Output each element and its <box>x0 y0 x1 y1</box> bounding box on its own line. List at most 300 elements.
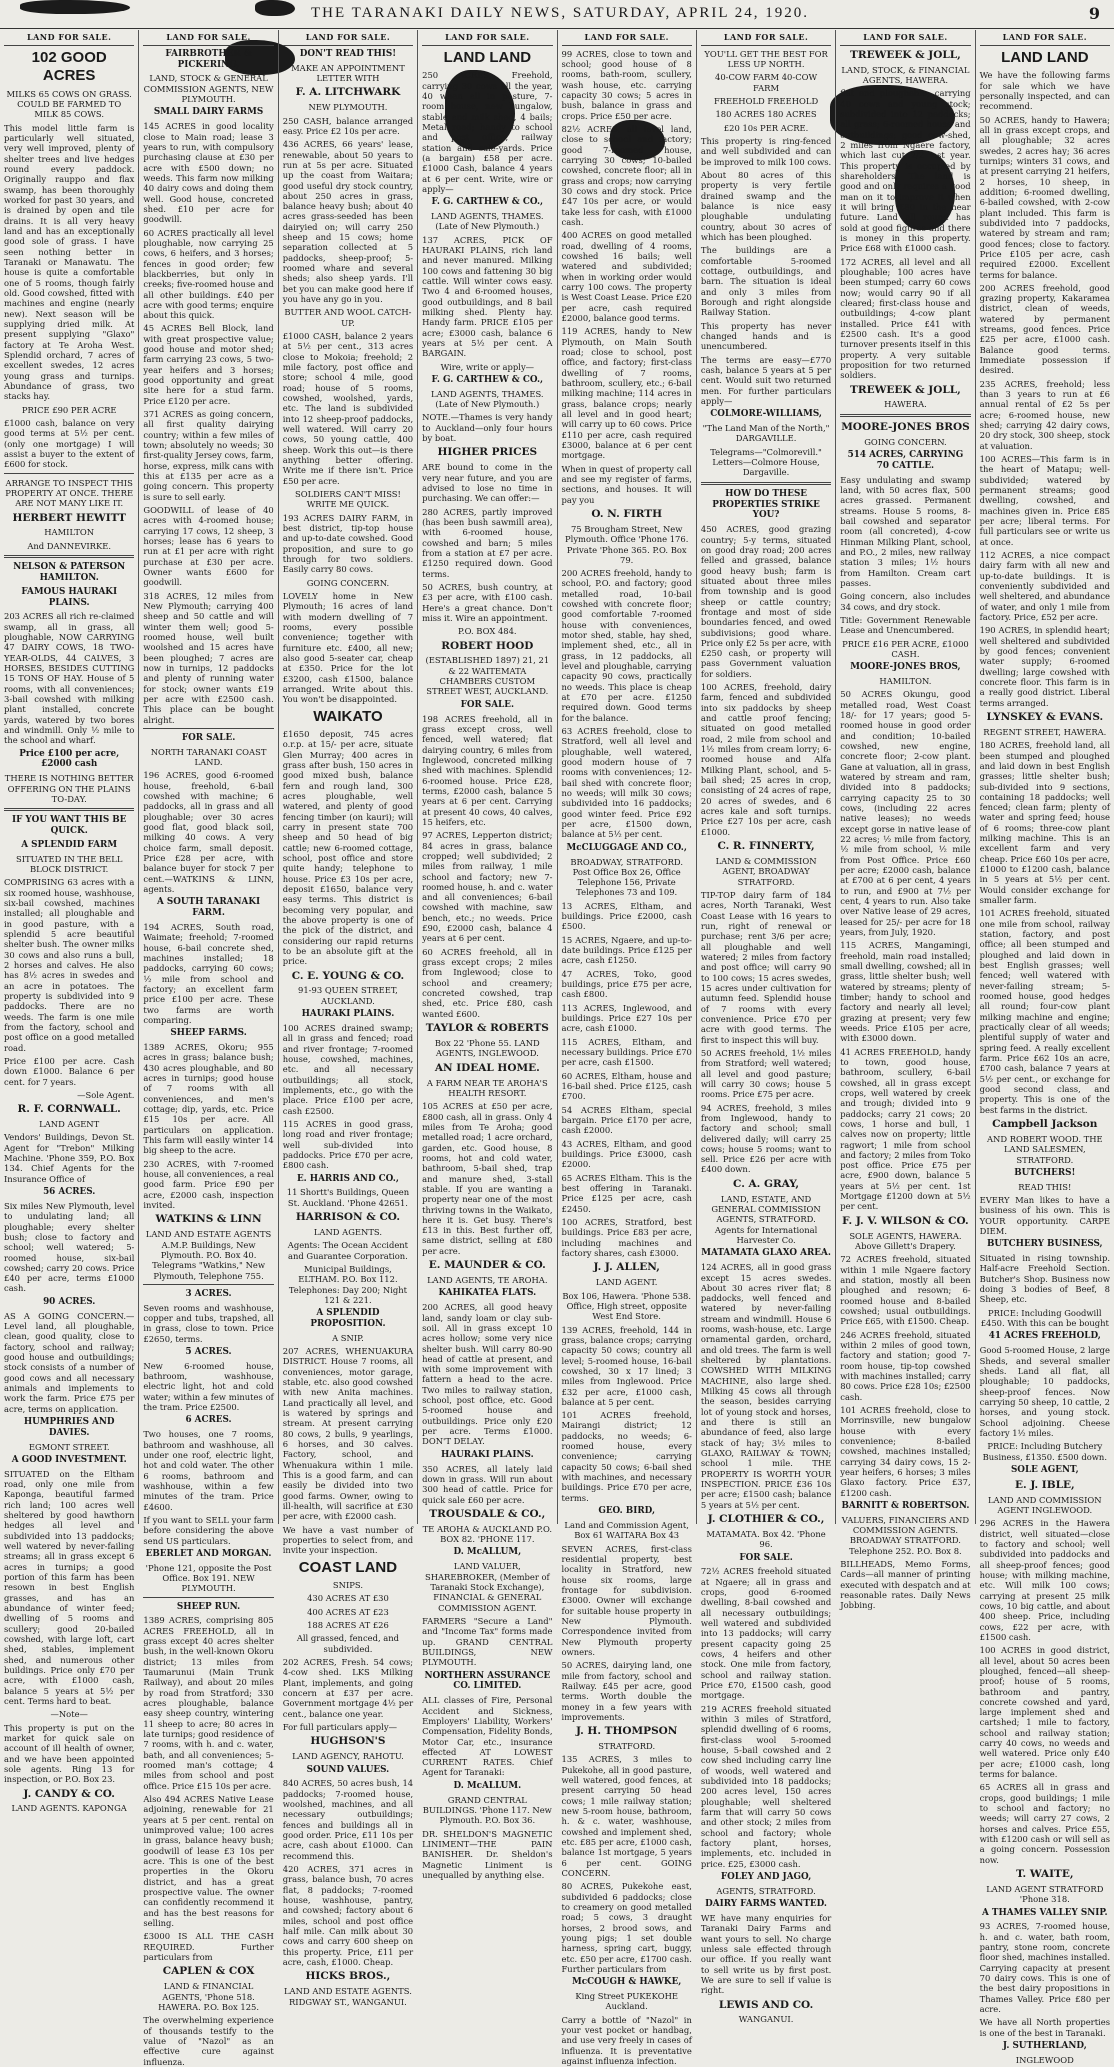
ad-body-text: 318 ACRES, 12 miles from New Plymouth; carrying 400 sheep and 50 cattle and will winter them well; good 5-roomed house, well built woolshed and 15 acres have been ploughed; 7 acres are now in turnips, 12 paddocks and plenty of running water for stock; owner wants £19 per acre with £2500 cash. This place can be bought alright. <box>143 590 274 725</box>
ad-text-block <box>840 1559 970 1611</box>
ad-text-block <box>562 2015 692 2067</box>
ad-heading-block <box>4 1417 134 1439</box>
ad-heading-block <box>980 1465 1110 1476</box>
ad-body-text: ALL classes of Fire, Personal Accident and Sickness, Employers' Liability, Workers' Compensation, Fidelity Bonds, Motor Car, etc., insurance effected AT LOWEST CURRENT RATES. Chief Agent for Taranaki: <box>422 1695 553 1778</box>
ad-heading-block <box>4 840 134 851</box>
ad-body-text: The terms are easy—£770 cash, balance 5 years at 5 per cent. Would suit two returned men. For further particulars apply— <box>700 354 832 406</box>
ad-body-text: 200 ACRES freehold, good grazing property, Kakaramea district, clean of weeds, watered by permanent streams, good fences. Price £25 per acre, £1000 cash. Balance good terms. Immediate possession if desired. <box>979 282 1110 376</box>
ad-heading-block <box>283 49 413 60</box>
ad-centered-text: GOING CONCERN. <box>306 577 390 588</box>
ad-text-block <box>701 109 831 119</box>
ad-centered-text: THERE IS NOTHING BETTER OFFERING ON THE PLAINS TO-DAY. <box>4 773 134 804</box>
ad-text-block <box>980 454 1110 547</box>
ad-centered-text: A FARM NEAR TE AROHA'S HEALTH RESORT. <box>426 1077 548 1098</box>
ad-text-block <box>562 1660 692 1722</box>
ad-text-block <box>143 2015 273 2067</box>
ad-heading-block <box>840 421 970 434</box>
ad-centered-text: Land and Commission Agent, Box 61 WAITARA Box 43 <box>564 1519 689 1541</box>
ad-text-block <box>562 1741 692 1751</box>
ad-body-text: 250 CASH, balance arranged easy. Price £2 10s per acre. <box>282 115 414 136</box>
ad-heading-block <box>143 1415 273 1426</box>
ad-text-block <box>701 245 831 317</box>
ad-text-block <box>840 65 970 86</box>
ad-body-text: The buildings are a comfortable 5-roomed cottage, outbuildings, and barn. The situation is ideal and only 3 miles from Borough and right alongside Railway Station. <box>700 245 832 318</box>
ad-text-block <box>143 1042 273 1156</box>
ad-heading-block <box>980 1908 1110 1919</box>
ink-blot <box>20 0 130 14</box>
ad-text-block <box>980 1884 1110 1905</box>
ad-body-text: 100 ACRES in good district, all level, about 50 acres been ploughed, fenced—all sheep-proof; house of 5 rooms, bathroom and pantry, concrete cowshed and yard, large implement shed and cartshed; 1 mile to factory, school and railway station; carry 40 cows, no weeds and well watered. Price only £40 per acre; £1000 cash, long terms for balance. <box>979 1645 1110 1780</box>
ad-centered-text: MILKS 65 COWS ON GRASS. COULD BE FARMED TO MILK 85 COWS. <box>6 88 132 120</box>
ad-text-block <box>422 582 552 623</box>
ad-centered-text: "The Land Man of the North," DARGAVILLE. <box>702 423 830 444</box>
ad-text-block <box>422 1561 552 1613</box>
ad-body-text: 101 ACRES freehold, Mairangi district; 12 paddocks, no weeds; 6-roomed house, every convenience; carrying capacity 50 cows; 6-bail shed with machines, and necessary buildings. Price £70 per acre, terms. <box>561 1410 692 1503</box>
ad-body-text: The overwhelming experience of thousands testify to the value of "Nazol" as an effective cure against influenza. <box>143 2015 274 2067</box>
ad-centered-text: BUTTER AND WOOL CATCH-UP. <box>284 307 412 328</box>
ad-heading-block <box>980 1479 1110 1492</box>
ad-centered-text: MAKE AN APPOINTMENT LETTER WITH <box>291 62 405 83</box>
ad-text-block <box>562 124 692 227</box>
ad-centered-text: LAND AGENT <box>39 1119 100 1130</box>
ad-heading: J. J. ALLEN, <box>593 1261 660 1274</box>
ad-text-block <box>701 447 831 478</box>
ad-text-block <box>422 462 552 503</box>
ad-text-block <box>283 1264 413 1305</box>
ad-heading: FAIRBROTHER & PICKERING, <box>165 48 252 70</box>
ad-text-block <box>283 307 413 328</box>
masthead-title: THE TARANAKI DAILY NEWS, SATURDAY, APRIL 24, 1920. <box>310 5 809 21</box>
ad-centered-text: 91-93 QUEEN STREET, AUCKLAND. <box>298 985 398 1006</box>
ad-text-block <box>422 830 552 944</box>
ad-text-block <box>143 228 273 321</box>
ad-body-text: Title: Government Renewable Lease and Unencumbered. <box>840 614 971 636</box>
ad-body-text: 200 ACRES freehold, handy to school, P.O. and factory; good metalled road, 10-bail cowshed with concrete floor; good comfortable 7-roomed house with conveniences, motor shed, stable, hay shed, implement shed, etc., all in grass, in 12 paddocks, all level and ploughable, carrying capacity 90 cows, practically no weeds. This place is cheap at £70 per acre. £1250 required down. Good terms for the balance. <box>561 568 692 723</box>
ad-text-block <box>980 283 1110 376</box>
ad-text-block <box>4 1709 134 1719</box>
ad-text-block <box>283 63 413 84</box>
ad-centered-text: SOLE AGENTS, HAWERA. Above Gillett's Drapery. <box>849 1230 962 1252</box>
ad-heading: HUGHSON'S <box>310 1735 386 1748</box>
ad-centered-text: Box 106, Hawera. 'Phone 538. Office, High street, opposite West End Store. <box>562 1290 692 1322</box>
ad-body-text: We have all North properties is one of the best in Taranaki. <box>979 2017 1110 2038</box>
ad-heading-block <box>840 1501 970 1512</box>
ad-body-text: 135 ACRES, 3 miles to Pukekohe, all in good pasture, well watered, good fences, at present carrying 50 head cows; 1 mile railway station; new 5-room house, bathroom, h. & c. water, washhouse, cowshed and implement shed, etc. £85 per acre, £1000 cash, balance 1st mortgage, 5 years 6 per cent. GOING CONCERN. <box>561 1754 692 1878</box>
ad-text-block <box>840 1047 970 1212</box>
ad-heading: F. A. LITCHWARK <box>295 86 401 99</box>
ad-text-block <box>4 1132 134 1184</box>
ad-heading-block <box>980 711 1110 724</box>
ad-text-block <box>422 1302 552 1447</box>
ad-text-block <box>562 49 692 121</box>
ad-centered-text: 11 Shortt's Buildings, Queen St. Auckland. 'Phone 42651. <box>286 1187 410 1208</box>
ad-text-block <box>422 1695 552 1778</box>
ad-centered-text: All grassed, fenced, and subdivided. <box>296 1633 400 1654</box>
ad-heading-block <box>422 1259 552 1272</box>
ad-body-text: £1000 CASH, balance 2 years at 5½ per cent., 313 acres close to Mokoia; freehold; 2 mile factory, post office and store; school 4 mile, good road; house of 5 rooms, cowshed, woolshed, yards, etc. The land is subdivided into 12 sheep-proof paddocks, well watered. Will carry 20 cows, 50 young cattle, 400 sheep. Work this out—is there anything better offering. Write me if there isn't. Price £50 per acre. <box>282 331 414 486</box>
ad-heading: TREWEEK & JOLL, <box>850 383 961 396</box>
ad-text-block <box>283 139 413 304</box>
ad-text-block <box>562 1520 692 1541</box>
ad-centered-text: SOLDIERS CAN'T MISS! WRITE ME QUICK. <box>294 489 401 510</box>
ad-text-block <box>701 2014 831 2024</box>
ad-text-block <box>143 1981 273 2012</box>
ad-text-block <box>562 230 692 323</box>
ad-heading: HARRISON & CO. <box>295 1211 400 1223</box>
ad-text-block <box>143 1931 273 1962</box>
ad-body-text: 172 ACRES, all level and all ploughable; 100 acres have been stumped; carry 60 cows now; would carry 90 if all cleared; first-class house and outbuildings; 4-cow plant installed. Price £41 with £2500 cash. It's a good turnover presents itself in this property. A very suitable proposition for two returned soldiers. <box>840 256 971 381</box>
ad-text-block <box>143 1615 273 1791</box>
ad-heading: D. McALLUM, <box>453 1547 522 1558</box>
ad-body-text: 400 ACRES on good metalled road, dwelling of 4 rooms, cowshed 16 bails; well watered and subdivided; when in working order would carry 100 cows. The property is West Coast Lease. Price £20 per acre, cash required £2000, balance good terms. <box>561 230 692 324</box>
ad-text-block <box>4 1469 134 1707</box>
masthead <box>0 0 1114 29</box>
ad-centered-text: —Note— <box>50 1709 88 1720</box>
ad-body-text: 13 ACRES, Eltham, and buildings. Price £2000, cash £500. <box>561 900 692 932</box>
ad-centered-text: REGENT STREET, HAWERA. <box>983 726 1107 737</box>
ad-body-text: Two houses, one 7 rooms, bathroom and washhouse, all under one roof, electric light, hot and cold water. The other 6 rooms, bathroom and washhouse, within a few minutes of the tram. Price £4600. <box>143 1429 274 1512</box>
ad-text-block <box>701 1913 831 1996</box>
ad-text-block <box>562 1291 692 1322</box>
ad-heading-block <box>4 1788 134 1801</box>
ad-text-block <box>4 527 134 537</box>
ad-heading: F. J. V. WILSON & CO. <box>842 1214 969 1227</box>
ad-body-text: 100 ACRES, Stratford, best buildings. Price £83 per acre, including machines and factory shares, cash £3000. <box>561 1217 692 1258</box>
ad-body-text: 145 ACRES in good locality close to Main road; lease 3 years to run, with compulsory purchasing clause at £30 per acre with £500 down; no weeds. This farm now milking 40 dairy cows and doing them well. Good house, concreted shed. £10 per acre for goodwill. <box>143 121 274 225</box>
ad-text-block <box>562 1754 692 1878</box>
ad-body-text: Also 494 ACRES Native Lease adjoining, renewable for 21 years at 5 per cent. rental on unimproved value; 100 acres in grass, balance heavy bush; goodwill of lease £3 10s per acre. This is one of the best properties in the Okoru district, and has a great prospective value. The owner can confidently recommend it and has the best reasons for selling. <box>143 1794 274 1928</box>
ad-centered-text: LAND AGENTS, TE AROHA. <box>427 1275 548 1286</box>
ad-text-block <box>4 1056 134 1087</box>
ad-body-text: SEVEN ACRES, first-class residential property, best locality in Stratford, new house six rooms, large frontage for subdivision. £3000. Owner will exchange for suitable house property in New Plymouth. Correspondence invited from New Plymouth property owners. <box>561 1543 692 1657</box>
divider <box>143 1597 273 1598</box>
ad-text-block <box>422 655 552 696</box>
ad-heading: A THAMES VALLEY SNIP. <box>982 1907 1108 1918</box>
ad-heading-block <box>701 1899 831 1910</box>
ad-body-text: 246 ACRES freehold, situated within 2 miles of good town, factory and station; good 7-room house, tip-top cowshed with machines installed; carry 80 cows. Price £28 10s; £2500 cash. <box>840 1329 971 1402</box>
ad-heading-block <box>283 1970 413 1983</box>
ad-text-block <box>562 857 692 898</box>
ad-heading: Campbell Jackson <box>992 1118 1098 1130</box>
ad-centered-text: PRICE £90 PER ACRE <box>21 404 117 415</box>
ad-centered-text: Wire, write or apply— <box>440 361 535 372</box>
ad-heading: J. CANDY & CO. <box>23 1787 115 1800</box>
column-8 <box>976 30 1114 2065</box>
ad-heading-block <box>143 1549 273 1560</box>
ad-centered-text: LAND VALUER, SHAREBROKER, (Member of Taranaki Stock Exchange), FINANCIAL & GENERAL COMMISSION AGENT. <box>424 1561 550 1613</box>
ad-text-block <box>283 489 413 510</box>
ad-text-block <box>840 257 970 381</box>
ad-centered-text: HAWERA. <box>884 399 927 410</box>
ad-heading-block <box>840 1215 970 1228</box>
ad-heading: MOORE-JONES BROS, <box>850 662 961 673</box>
ad-centered-text: NORTH TARANAKI COAST LAND. <box>150 746 267 768</box>
ad-body-text: Situated in rising township. Half-acre Freehold Section. Butcher's Shop. Business now doing 3 bodies of Beef, 8 Sheep, etc. <box>979 1253 1110 1305</box>
ad-heading-block <box>701 1999 831 2012</box>
ad-centered-text: LAND AGENTS. <box>313 1226 383 1237</box>
column-header: LAND FOR SALE. <box>701 30 831 46</box>
ad-heading-block <box>283 708 413 726</box>
ad-body-text: 280 ACRES, partly improved (has been bush sawmill area), with 6-roomed house, cowshed and barn; 5 miles from a station at £7 per acre. £1250 required down. Good terms. <box>422 506 553 579</box>
ad-text-block <box>4 1090 134 1100</box>
ad-centered-text: HAMILTON. <box>879 676 932 687</box>
ad-heading: F. G. CARTHEW & CO., <box>431 374 544 385</box>
ad-heading: Price £100 per acre, £2000 cash <box>19 748 120 770</box>
ad-heading-block <box>283 1174 413 1185</box>
ad-text-block <box>980 1195 1110 1236</box>
ad-text-block <box>701 1566 831 1700</box>
ad-centered-text: Box 22 'Phone 55. LAND AGENTS, INGLEWOOD. <box>434 1038 540 1059</box>
ad-body-text: Good 5-roomed House, 2 large Sheds, and several smaller sheds. Land all flat, all ploughable; 10 paddocks, sheep-proof fences. Now carrying 50 sheep, 10 cattle, 2 horses, and young stock. School adjoining. Cheese factory 1½ miles. <box>979 1345 1110 1438</box>
ad-centered-text: LAND & COMMISSION AGENT, BROADWAY STRATFORD. <box>715 855 817 887</box>
column-header: LAND FOR SALE. <box>283 30 413 46</box>
ad-heading-block <box>840 662 970 673</box>
ad-heading-block <box>143 1602 273 1613</box>
ad-body-text: 190 ACRES, in splendid heart; well sheltered and subdivided by good fences; convenient water supply; 6-roomed dwelling; large cowshed with concrete floor. This farm is in a really good district. Liberal terms arranged. <box>979 625 1110 708</box>
ad-text-block <box>701 72 831 93</box>
ad-text-block <box>283 1119 413 1171</box>
ad-body-text: 65 ACRES all in grass and crops, good buildings; 1 mile to school and factory; no weeds; will carry 27 cows, 2 horses and calves. Price £55, with £1200 cash or will sell as a going concern. Possession now. <box>979 1782 1110 1865</box>
ad-heading: TROUSDALE & CO., <box>429 1507 546 1520</box>
ad-heading: LAND LAND <box>443 48 532 66</box>
ad-heading: WAIKATO <box>313 707 383 725</box>
ad-text-block <box>980 1345 1110 1438</box>
ad-text-block <box>283 1525 413 1556</box>
ad-text-block <box>143 1159 273 1211</box>
ad-text-block <box>143 1563 273 1594</box>
ad-text-block <box>143 1794 273 1928</box>
ad-heading: COAST LAND <box>298 1558 398 1576</box>
divider <box>701 482 831 485</box>
ad-text-block <box>562 1173 692 1214</box>
ad-heading: C. R. FINNERTY, <box>717 840 815 853</box>
ad-text-block <box>4 854 134 875</box>
ad-body-text: 193 ACRES DAIRY FARM, in best district, tip-top house and up-to-date cowshed. Good proposition, and sure to go through for two soldiers. Easily carry 80 cows. <box>282 512 414 575</box>
ad-heading: T. WAITE, <box>1016 1868 1074 1881</box>
ad-body-text: 200 ACRES, all good heavy land, sandy loam or clay sub-soil. All in grass except 10 acres hollow; some very nice shelter bush. Will carry 80-90 head of cattle at present, and with some improvement with fattern a head to the acre. Two miles to railway station, school, post office, etc. Good 5-roomed house and outbuildings. Price only £20 per acre. Terms £1000. DON'T DELAY. <box>422 1302 553 1447</box>
ad-centered-text: AGENTS, STRATFORD. <box>716 1885 816 1896</box>
ad-centered-text: PRICE: Including Butchery Business, £1350. £500 down. <box>982 1441 1107 1462</box>
ad-text-block <box>283 1346 413 1522</box>
ad-body-text: 45 ACRES Bell Block, land with great prospective value; good house and motor shed; farm carrying 23 cows, 5 two-year heifers and 3 horses; good opportunity and great site here for a stud farm. Price £120 per acre. <box>143 323 274 406</box>
ad-text-block <box>4 405 134 415</box>
ad-body-text: 63 ACRES freehold, close to Stratford, well all level and ploughable, well watered, good modern house of 7 rooms with conveniences; 12-bail shed with concrete floor; no weeds; will milk 30 cows; subdivided into 16 paddocks; good winter feed. Price £92 per acre, £1500 down, balance at 5½ per cent. <box>561 726 692 840</box>
ad-text-block <box>980 1253 1110 1305</box>
ad-centered-text: READ THIS! <box>1018 1181 1072 1192</box>
ad-heading: MATAMATA GLAXO AREA. <box>701 1248 831 1259</box>
ad-heading-block <box>143 733 273 744</box>
ad-text-block <box>4 611 134 745</box>
ad-text-block <box>562 1277 692 1287</box>
ad-body-text: 65 ACRES Eltham. This is the best offering in Taranaki. Price £125 per acre, cash £2450. <box>561 1172 692 1214</box>
ad-heading: E. HARRIS AND CO., <box>296 1173 399 1184</box>
ad-centered-text: (ESTABLISHED 1897) 21, 21 & 22 WAITEMATA CHAMBERS CUSTOM STREET WEST, AUCKLAND. <box>425 655 550 697</box>
column-header: LAND FOR SALE. <box>562 30 692 46</box>
ad-heading: KAHIKATEA FLATS. <box>438 1288 537 1299</box>
column-header: LAND FOR SALE. <box>422 30 552 46</box>
ad-centered-text: 75 Brougham Street, New Plymouth. Office 'Phone 176. Private 'Phone 365. P.O. Box 79. <box>565 523 689 565</box>
ad-body-text: £3000 IS ALL THE CASH REQUIRED. Further particulars from <box>143 1931 274 1962</box>
ad-body-text: GOODWILL of lease of 40 acres with 4-roomed house; carrying 17 cows, 12 sheep, 3 horses; lease has 6 years to run at £1 per acre with right purchase at £30 per acre. Owner wants £600 for goodwill. <box>143 505 274 588</box>
ad-heading-block <box>980 1868 1110 1881</box>
ad-heading-block <box>4 1297 134 1308</box>
ad-text-block <box>701 1886 831 1896</box>
divider <box>4 473 134 474</box>
columns <box>0 30 1114 2067</box>
ad-body-text: 119 ACRES, handy to New Plymouth, on Main South road; close to school, post office, and factory; first-class dwelling of 7 rooms, bathroom, scullery, etc.; 6-bail milking machine; 114 acres in grass, balance crops; nearly all level and in good heart; will carry up to 60 cows. Price £110 per acre, cash required £3000, balance at 6 per cent mortgage. <box>561 326 692 461</box>
ad-heading: A SOUTH TARANAKI FARM. <box>156 897 261 919</box>
ad-heading-block <box>422 700 552 711</box>
ad-heading-block <box>980 49 1110 67</box>
ad-heading: DAIRY FARMS WANTED. <box>705 1899 827 1910</box>
ad-centered-text: LAND AGENTS. KAPONGA <box>11 1803 127 1814</box>
ad-text-block <box>980 1645 1110 1779</box>
ad-centered-text: A SNIP. <box>332 1332 364 1343</box>
ad-body-text: 202 ACRES, Fresh. 54 cows; 4-cow shed. LKS Milking Plant, implements, and going concern at £37 per acre. Government mortgage 4½ per cent., balance one year. <box>282 1657 414 1719</box>
ad-heading: J. H. THOMPSON <box>575 1725 678 1738</box>
ad-centered-text: GOING CONCERN. <box>864 436 947 447</box>
ad-text-block <box>143 1515 273 1546</box>
ad-body-text: 113 ACRES, Inglewood, and buildings. Price £27 10s per acre, cash £1000. <box>561 1002 692 1034</box>
ad-body-text: WE have many enquiries for Taranaki Dairy Farms and want yours to sell. No charge unless sale effected through our office. If you really want to sell write us by first post. We are sure to sell if value is right. <box>700 1912 832 1996</box>
ad-heading-block <box>143 1028 273 1039</box>
ad-text-block <box>980 625 1110 708</box>
ad-text-block <box>701 1529 831 1550</box>
ad-text-block <box>143 1303 273 1344</box>
ad-text-block <box>562 1003 692 1034</box>
ad-text-block <box>4 123 134 402</box>
ad-centered-text: STRATFORD. <box>598 1741 656 1752</box>
ad-text-block <box>422 70 552 194</box>
ad-centered-text: Telegrams—"Colmorevill." Letters—Colmore House, Dargaville. <box>710 446 822 478</box>
ad-body-text: 840 ACRES, 50 acres bush, 14 paddocks; 7-roomed house, woolshed, machines, and all necessary outbuildings; fences and buildings all in good order. Price, £11 10s per acre, cash about £1000. Can recommend this. <box>282 1778 414 1861</box>
ad-text-block <box>143 323 273 406</box>
ad-body-text: 47 ACRES, Toko, good buildings, price £75 per acre, cash £800. <box>561 968 692 1000</box>
ad-text-block <box>422 389 552 410</box>
ad-heading: SHEEP RUN. <box>176 1601 241 1612</box>
ad-text-block <box>840 475 970 589</box>
ad-text-block <box>283 1751 413 1761</box>
ad-text-block <box>980 70 1110 111</box>
ad-centered-text: 40-COW FARM 40-COW FARM <box>715 72 818 93</box>
ad-text-block <box>283 1607 413 1617</box>
ad-text-block <box>283 729 413 967</box>
ad-heading-block <box>562 1261 692 1274</box>
ad-heading: ROBERT HOOD <box>441 639 534 652</box>
ad-heading-block <box>422 1062 552 1075</box>
ad-text-block <box>422 507 552 579</box>
divider <box>143 728 273 729</box>
ad-text-block <box>422 211 552 232</box>
ad-body-text: 60 ACRES practically all level ploughable, now carrying 25 cows, 6 heifers, and 3 horses; fences in good order; few blackberries, but only in creeks; five-roomed house and all other buildings. £40 per acre with good terms; enquire about this quick. <box>143 227 274 321</box>
ad-body-text: This model little farm is particularly well situated, very well improved, plenty of shelter trees and live hedges round every paddock. Originally rauppo and flax swamp, has been thoroughly worked for past 30 years, and is drained by open and tile drains. It is all very heavy land and has an exceptionally good sole of grass. I have seen nothing better in Taranaki or Manawatu. The house is quite a comfortable one of 5 rooms, though fairly old. Good cowshed, fitted with machines and engine (nearly new). Next season will be supplying dried milk. At present supplying "Glaxo" factory at Te Aroha West. Splendid orchard, 7 acres of excellent swedes, 12 acres young grass and turnips. Abundance of grass, two stacks hay. <box>4 122 135 402</box>
ad-text-block <box>562 901 692 932</box>
ad-body-text: FARMERS "Secure a Land" and "Income Tax" forms made up. GRAND CENTRAL BUILDINGS, NEW PLYMOUTH. <box>422 1615 553 1668</box>
ad-body-text: flat and ploughable; carrying 40 cows and young stock; subdivided into 12 paddocks; all grass; 6-roomed house and outbuildings; good cow-shed, 2 miles from Ngaere factory, which last cut 2/2 last year. This property is occupied by shareholders. The land is good and only requires a good man on it to improve it when it will bring £80 in the near future. Land all round has sold at good figures and there is money in this property. Price £68 with £1000 cash. <box>840 88 971 254</box>
ad-heading: LEWIS AND CO. <box>718 1998 814 2011</box>
ad-text-block <box>980 908 1110 1115</box>
ad-heading: TAYLOR & ROBERTS <box>425 1022 549 1035</box>
ad-body-text: 124 ACRES, all in good grass except 15 acres swedes. About 30 acres river flat; 8 paddocks, well fenced and watered by never-failing stream and windmill. House 6 rooms, wash-house, etc. Large ornamental garden, orchard, and old trees. The farm is well sheltered by plantations. COWSHED WITH MILKING MACHINE, also large shed. Milking 45 cows all through the season, besides carrying lot of young stock and horses, and there is still an abundance of feed, also large stack of hay; 3½ miles to GLAXO, RAILWAY & TOWN; school 1 mile. THE PROPERTY IS WORTH YOUR INSPECTION. PRICE £36 10s per acre; £1500 cash; balance 5 years at 5½ per cent. <box>700 1262 832 1510</box>
ad-text-block <box>980 379 1110 451</box>
ad-centered-text: Agents: The Ocean Accident and Guarantee Corporation. <box>287 1240 409 1261</box>
ad-heading: McCOUGH & HAWKE, <box>572 1977 682 1988</box>
ad-heading-block <box>4 49 134 86</box>
ad-text-block <box>422 1078 552 1099</box>
ad-text-block <box>562 1071 692 1102</box>
ad-text-block <box>562 568 692 723</box>
column-header: LAND FOR SALE. <box>980 30 1110 46</box>
ad-text-block <box>562 326 692 460</box>
ad-body-text: For full particulars apply— <box>282 1722 397 1733</box>
ad-body-text: 50 ACRES Okungu, good metalled road, West Coast 18/- for 17 years; good 5-roomed house in good order and condition; 10-bailed cowshed, new engine, concrete floor; 2-cow plant. Gane at valuation, all in grass, watered by stream and ram, divided into 8 paddocks; carrying capacity 25 to 30 cows, (including 22 acres native leases); no weeds except gorse in native lease of 22 acres; ½ mile from factory, ½ mile from school, ½ mile from Post Office. Price £60 per acre; £2000 cash, balance at £700 at 6 per cent, 4 years to run, and £900 at 7½ per cent, 4 years to run. Also take over Native lease of 29 acres, leased for 25/- per acre for 18 years, from July, 1920. <box>840 689 971 937</box>
ad-body-text: 139 ACRES, freehold, 144 in grass, balance crops; carrying capacity 50 cows; country all level; 5-roomed house, 16-bail cowshed, 30 x 17 lined; 3 miles from Inglewood. Price £32 per acre, £1000 cash, balance at 5 per cent. <box>561 1324 692 1407</box>
ad-heading: DON'T READ THIS! <box>299 48 397 59</box>
ad-body-text: 41 ACRES FREEHOLD, handy to town, good house, bathroom, scullery, 6-bail cowshed, all in grass except crops, well watered by creek and trough; divided into 9 paddocks; carry 21 cows; 20 cows, 1 horse and bull, 1 calves now on property; little ragwort; 1 mile from school and factory; 2 miles from Toko post office. Price £75 per acre, £900 down, balance 5 years at 5½ per cent. 1st Mortgage £1200 down at 5½ per cent. <box>840 1046 971 1212</box>
ad-text-block <box>283 985 413 1006</box>
ad-body-text: This property has never changed hands and is unencumbered. <box>700 320 832 352</box>
ad-body-text: 94 ACRES, freehold, 3 miles from Inglewood, handy to factory and school; small delivered daily; will carry 25 cows; house 5 rooms; want to sell. Price £26 per acre with £400 down. <box>700 1102 832 1175</box>
ad-text-block <box>283 513 413 575</box>
ad-text-block <box>840 940 970 1043</box>
ad-centered-text: LAND, ESTATE, AND GENERAL COMMISSION AGENTS, STRATFORD. Agents for International Harvester Co. <box>711 1193 821 1246</box>
ad-centered-text: £20 10s PER ACRE. <box>723 122 809 133</box>
ad-heading: SMALL DAIRY FARMS <box>153 107 264 118</box>
ad-body-text: COMPRISING 63 acres with a six roomed house, washhouse, six-bail cowshed, machines installed; all ploughable and in good pasture, with a splendid 5 acre beautiful shelter bush. The owner milks 30 cows and also runs a bull, 2 horses and calves. He also has 8½ acres in swedes and an acre in potatoes. The property is subdivided into 9 paddocks. There are no weeds. The farm is one mile from the factory, school and post office on a good metalled road. <box>4 877 135 1053</box>
ad-text-block <box>422 362 552 372</box>
ad-heading: HAURAKI PLAINS. <box>301 1009 395 1020</box>
ad-text-block <box>283 102 413 112</box>
ad-heading: 5 ACRES. <box>185 1347 232 1357</box>
ad-heading: O. N. FIRTH <box>591 507 663 520</box>
ad-heading: FAMOUS HAURAKI PLAINS. <box>21 586 118 608</box>
ad-body-text: About 80 acres of this property is very fertile drained swamp and the balance is nice easy ploughable undulating country, about 30 acres of which has been ploughed. <box>700 170 832 243</box>
ad-body-text: 105 ACRES at £50 per acre, £800 cash, all in grass. Only 4 miles from Te Aroha; good metalled road; 1 acre orchard, garden, etc. Good house, 8 rooms, hot and cold water, bathroom, 5-bail shed, trap and manure shed, 3-stall stable. If you are wanting a property near one of the most thriving towns in the Waikato, here it is. Get busy. There's £13 in this. Best further off, same district, selling at £80 per acre. <box>422 1101 553 1256</box>
ad-heading-block <box>840 384 970 397</box>
ad-body-text: NOTE.—Thames is very handy to Auckland—only four hours by boat. <box>422 412 553 444</box>
ad-centered-text: GRAND CENTRAL BUILDINGS. 'Phone 117. New Plymouth. P.O. Box 36. <box>422 1794 552 1826</box>
ad-body-text: 115 ACRES in good grass, long road and river frontage; well sub-divided into paddocks. Price £70 per acre, £800 cash. <box>282 1118 414 1171</box>
ad-text-block <box>4 89 134 120</box>
ad-centered-text: PRICE: Including Goodwill £450. With this can be bought <box>980 1307 1109 1329</box>
ad-centered-text: LAND, STOCK & GENERAL COMMISSION AGENTS, NEW PLYMOUTH. <box>143 73 274 105</box>
ad-centered-text: King Street PUKEKOHE Auckland. <box>575 1991 678 2012</box>
ad-text-block <box>283 591 413 705</box>
ad-heading-block <box>701 1248 831 1259</box>
page-number: 9 <box>1088 4 1100 23</box>
column-5 <box>558 30 697 2067</box>
ad-body-text: EVERY Man likes to have a business of his own. This is YOUR opportunity. CARPE DIEM. <box>979 1195 1110 1237</box>
ad-heading-block <box>4 815 134 837</box>
ad-body-text: 235 ACRES, freehold; less than 3 years to run at £6 annual rental of £2 5s per acre; 6-roomed house, new shed; carrying 42 dairy cows, 20 dry stock, 300 sheep, stock at valuation. <box>979 378 1110 451</box>
ad-heading-block <box>422 640 552 653</box>
ad-body-text: 82½ ACRES, all level land, close to school and factory; good 7-roomed house, carrying 30 cows; 10-bailed cowshed, concrete floor; all in grass and crops; now carrying 30 cows and dry stock. Price £47 10s per acre, or would take less for cash, with £1000 cash. <box>561 124 692 228</box>
ad-body-text: TIP-TOP dairy farm of 184 acres, North Taranaki, West Coast Lease with 16 years to run, right of renewal or purchase; rent 3/6 per acre; all ploughable and well watered; 2 miles from factory and post office; will carry 90 to 100 cows; 15 acres swedes, 15 acres under cultivation for autumn feed. Splendid house of 7 rooms with every convenience. Price £70 per acre with good terms. The first to inspect this will buy. <box>700 889 832 1045</box>
ad-heading-block <box>980 1118 1110 1131</box>
ad-centered-text: YOU'LL GET THE BEST FOR LESS UP NORTH. <box>704 48 828 70</box>
ad-body-text: DR. SHELDON'S MAGNETIC LINIMENT—THE PAIN BANISHER. Dr. Sheldon's Magnetic Liniment is unequalled by anything else. <box>422 1828 553 1880</box>
ad-heading-block <box>701 1178 831 1191</box>
ad-text-block <box>980 1134 1110 1165</box>
ad-text-block <box>701 96 831 106</box>
ad-centered-text: 'Phone 121, opposite the Post Office. Box 191. NEW PLYMOUTH. <box>145 1562 272 1594</box>
ad-heading: F. G. CARTHEW & CO., <box>431 197 544 208</box>
ad-body-text: We have a vast number of properties to select from, and invite your inspection. <box>282 1524 414 1556</box>
ad-text-block <box>701 524 831 679</box>
ad-text-block <box>4 541 134 551</box>
ad-text-block <box>701 1262 831 1510</box>
ad-heading-block <box>283 1211 413 1224</box>
